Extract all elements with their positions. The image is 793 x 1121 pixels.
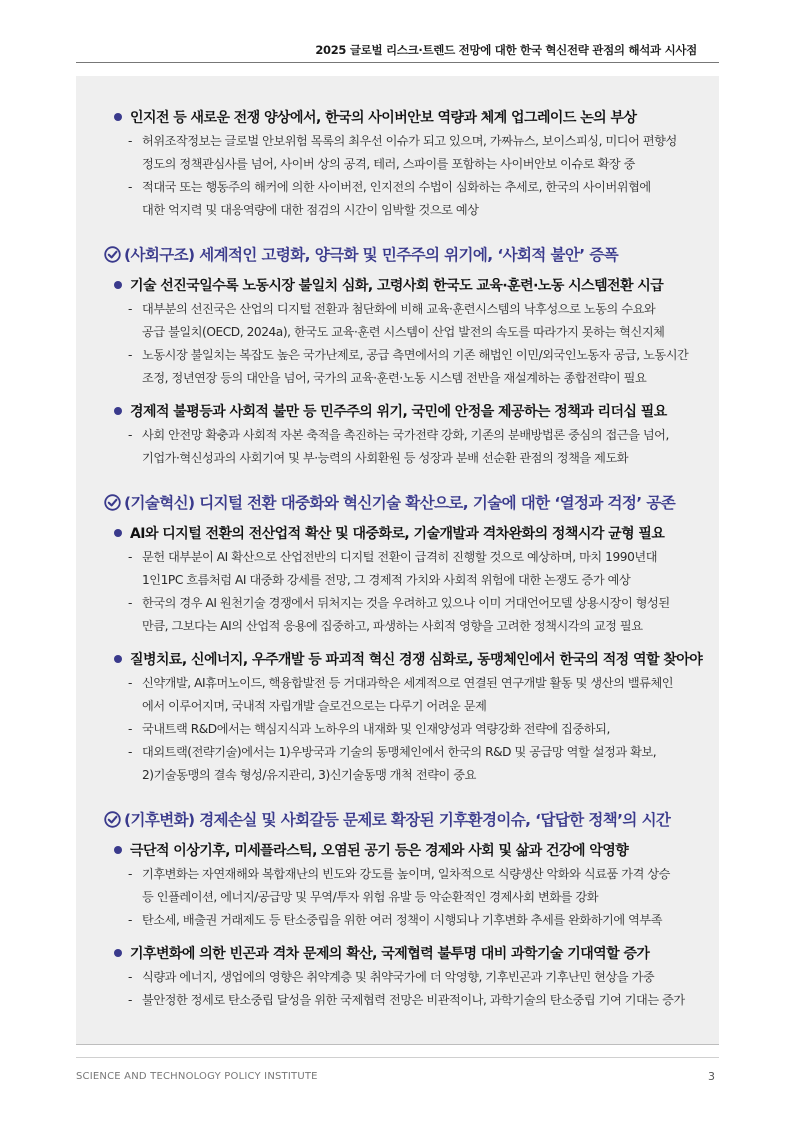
sub-item (76, 863, 719, 909)
sub-item (76, 718, 719, 741)
section-heading (76, 805, 719, 833)
dash-marker: - (128, 428, 132, 442)
sub-item-line: 조정, 정년연장 등의 대안을 넘어, 국가의 교육·훈련·노동 시스템 전반을 재설계하는 종합전략이 필요 (142, 371, 647, 385)
bullet-title: AI와 디지털 전환의 전산업적 확산 및 대중화로, 기술개발과 격차완화의 정책시각 균형 필요 (130, 526, 665, 542)
bullet-item (76, 272, 719, 298)
sub-item-line: 허위조작정보는 글로벌 안보위험 목록의 최우선 이슈가 되고 있으며, 가짜뉴스, 보이스피싱, 미디어 편향성 (142, 134, 677, 148)
sub-item-line: 신약개발, AI휴머노이드, 핵융합발전 등 거대과학은 세계적으로 연결된 연구개발 활동 및 생산의 밸류체인 (142, 676, 674, 690)
bullet-block (76, 272, 719, 390)
bullet-block (76, 940, 719, 1012)
bullet-title: 기후변화에 의한 빈곤과 격차 문제의 확산, 국제협력 불투명 대비 과학기술 기대역할 증가 (130, 946, 650, 962)
section-heading-text: (기후변화) 경제손실 및 사회갈등 문제로 확장된 기후환경이슈, ‘답답한 정책’의 시간 (124, 811, 671, 829)
sub-item-line: 대외트랙(전략기술)에서는 1)우방국과 기술의 동맹체인에서 한국의 R&D 및 공급망 역할 설정과 확보, (142, 745, 657, 759)
section-heading (76, 240, 719, 268)
footer-divider (76, 1057, 719, 1058)
dash-marker: - (128, 676, 132, 690)
check-circle-icon (104, 246, 121, 263)
dash-marker: - (128, 180, 132, 194)
bullet-block (76, 398, 719, 470)
dash-marker: - (128, 302, 132, 316)
sub-item (76, 344, 719, 390)
bullet-title: 극단적 이상기후, 미세플라스틱, 오염된 공기 등은 경제와 사회 및 삶과 건강에 악영향 (130, 843, 629, 859)
page-header-title: 2025 글로벌 리스크·트렌드 전망에 대한 한국 혁신전략 관점의 해석과 시사점 (315, 43, 697, 57)
dash-marker: - (128, 993, 132, 1007)
bullet-block (76, 104, 719, 222)
sub-item (76, 546, 719, 592)
content-body (76, 104, 719, 1020)
bullet-dot-icon (114, 949, 122, 957)
bullet-item (76, 104, 719, 130)
sub-item-line: 정도의 정책관심사를 넘어, 사이버 상의 공격, 테러, 스파이를 포함하는 사이버안보 이슈로 확장 중 (142, 157, 635, 171)
sub-item-line: 공급 불일치(OECD, 2024a), 한국도 교육·훈련 시스템이 산업 발전의 속도를 따라가지 못하는 혁신지체 (142, 325, 665, 339)
bullet-dot-icon (114, 407, 122, 415)
bullet-block (76, 646, 719, 787)
content-box (76, 76, 719, 1045)
sub-item (76, 741, 719, 787)
dash-marker: - (128, 348, 132, 362)
dash-marker: - (128, 596, 132, 610)
sub-item-line: 등 인플레이션, 에너지/공급망 및 무역/투자 위험 유발 등 악순환적인 경제사회 변화를 강화 (142, 890, 599, 904)
bullet-dot-icon (114, 846, 122, 854)
bullet-title: 경제적 불평등과 사회적 불만 등 민주주의 위기, 국민에 안정을 제공하는 정책과 리더십 필요 (130, 404, 667, 420)
sub-item-line: 식량과 에너지, 생업에의 영향은 취약계층 및 취약국가에 더 악영향, 기후빈곤과 기후난민 현상을 가중 (142, 970, 655, 984)
dash-marker: - (128, 913, 132, 927)
bullet-item (76, 940, 719, 966)
sub-item (76, 298, 719, 344)
sub-item (76, 966, 719, 989)
sub-item-line: 문헌 대부분이 AI 확산으로 산업전반의 디지털 전환이 급격히 진행할 것으로 예상하며, 마치 1990년대 (142, 550, 658, 564)
sub-item-line: 기후변화는 자연재해와 복합재난의 빈도와 강도를 높이며, 일차적으로 식량생산 악화와 식료품 가격 상승 (142, 867, 670, 881)
bullet-dot-icon (114, 113, 122, 121)
dash-marker: - (128, 867, 132, 881)
dash-marker: - (128, 970, 132, 984)
sub-item-line: 에서 이루어지며, 국내적 자립개발 슬로건으로는 다루기 어려운 문제 (142, 699, 487, 713)
section-heading-text: (사회구조) 세계적인 고령화, 양극화 및 민주주의 위기에, ‘사회적 불안’ 증폭 (124, 246, 619, 264)
check-circle-icon (104, 494, 121, 511)
footer-institute: SCIENCE AND TECHNOLOGY POLICY INSTITUTE (76, 1071, 318, 1082)
page-number: 3 (708, 1070, 715, 1083)
sub-item (76, 130, 719, 176)
check-circle-icon (104, 811, 121, 828)
bullet-block (76, 837, 719, 932)
dash-marker: - (128, 550, 132, 564)
sub-item-line: 사회 안전망 확충과 사회적 자본 축적을 촉진하는 국가전략 강화, 기존의 분배방법론 중심의 접근을 넘어, (142, 428, 669, 442)
bullet-title: 질병치료, 신에너지, 우주개발 등 파괴적 혁신 경쟁 심화로, 동맹체인에서 한국의 적정 역할 찾아야 (130, 652, 703, 668)
sub-item-line: 기업가·혁신성과의 사회기여 및 부·능력의 사회환원 등 성장과 분배 선순환 관점의 정책을 제도화 (142, 451, 629, 465)
sub-item (76, 989, 719, 1012)
bullet-item (76, 398, 719, 424)
bullet-dot-icon (114, 655, 122, 663)
section-heading (76, 488, 719, 516)
bullet-dot-icon (114, 529, 122, 537)
sub-item-line: 한국의 경우 AI 원천기술 경쟁에서 뒤처지는 것을 우려하고 있으나 이미 거대언어모델 상용시장이 형성된 (142, 596, 670, 610)
sub-item-line: 노동시장 불일치는 복잡도 높은 국가난제로, 공급 측면에서의 기존 해법인 이민/외국인노동자 공급, 노동시간 (142, 348, 689, 362)
sub-item-line: 국내트랙 R&D에서는 핵심지식과 노하우의 내재화 및 인재양성과 역량강화 전략에 집중하되, (142, 722, 610, 736)
sub-item-line: 적대국 또는 행동주의 해커에 의한 사이버전, 인지전의 수법이 심화하는 추세로, 한국의 사이버위협에 (142, 180, 651, 194)
bullet-dot-icon (114, 281, 122, 289)
bullet-item (76, 646, 719, 672)
dash-marker: - (128, 722, 132, 736)
sub-item-line: 만큼, 그보다는 AI의 산업적 응용에 집중하고, 파생하는 사회적 영향을 고려한 정책시각의 교정 필요 (142, 619, 643, 633)
sub-item (76, 909, 719, 932)
header-divider (76, 62, 719, 63)
sub-item-line: 1인1PC 흐름처럼 AI 대중화 강세를 전망, 그 경제적 가치와 사회적 위험에 대한 논쟁도 증가 예상 (142, 573, 631, 587)
sub-item (76, 672, 719, 718)
bullet-block (76, 520, 719, 638)
sub-item-line: 불안정한 정세로 탄소중립 달성을 위한 국제협력 전망은 비관적이나, 과학기술의 탄소중립 기여 기대는 증가 (142, 993, 685, 1007)
section-heading-text: (기술혁신) 디지털 전환 대중화와 혁신기술 확산으로, 기술에 대한 ‘열정과 걱정’ 공존 (124, 494, 676, 512)
dash-marker: - (128, 745, 132, 759)
bullet-item (76, 520, 719, 546)
dash-marker: - (128, 134, 132, 148)
sub-item-line: 탄소세, 배출권 거래제도 등 탄소중립을 위한 여러 정책이 시행되나 기후변화 추세를 완화하기에 역부족 (142, 913, 663, 927)
sub-item (76, 424, 719, 470)
sub-item-line: 2)기술동맹의 결속 형성/유지관리, 3)신기술동맹 개척 전략이 중요 (142, 768, 476, 782)
sub-item-line: 대한 억지력 및 대응역량에 대한 점검의 시간이 임박할 것으로 예상 (142, 203, 479, 217)
sub-item-line: 대부분의 선진국은 산업의 디지털 전환과 첨단화에 비해 교육·훈련시스템의 낙후성으로 노동의 수요와 (142, 302, 656, 316)
bullet-title: 기술 선진국일수록 노동시장 불일치 심화, 고령사회 한국도 교육·훈련·노동 시스템전환 시급 (130, 278, 664, 294)
sub-item (76, 592, 719, 638)
bullet-item (76, 837, 719, 863)
bullet-title: 인지전 등 새로운 전쟁 양상에서, 한국의 사이버안보 역량과 체계 업그레이드 논의 부상 (130, 110, 637, 126)
sub-item (76, 176, 719, 222)
